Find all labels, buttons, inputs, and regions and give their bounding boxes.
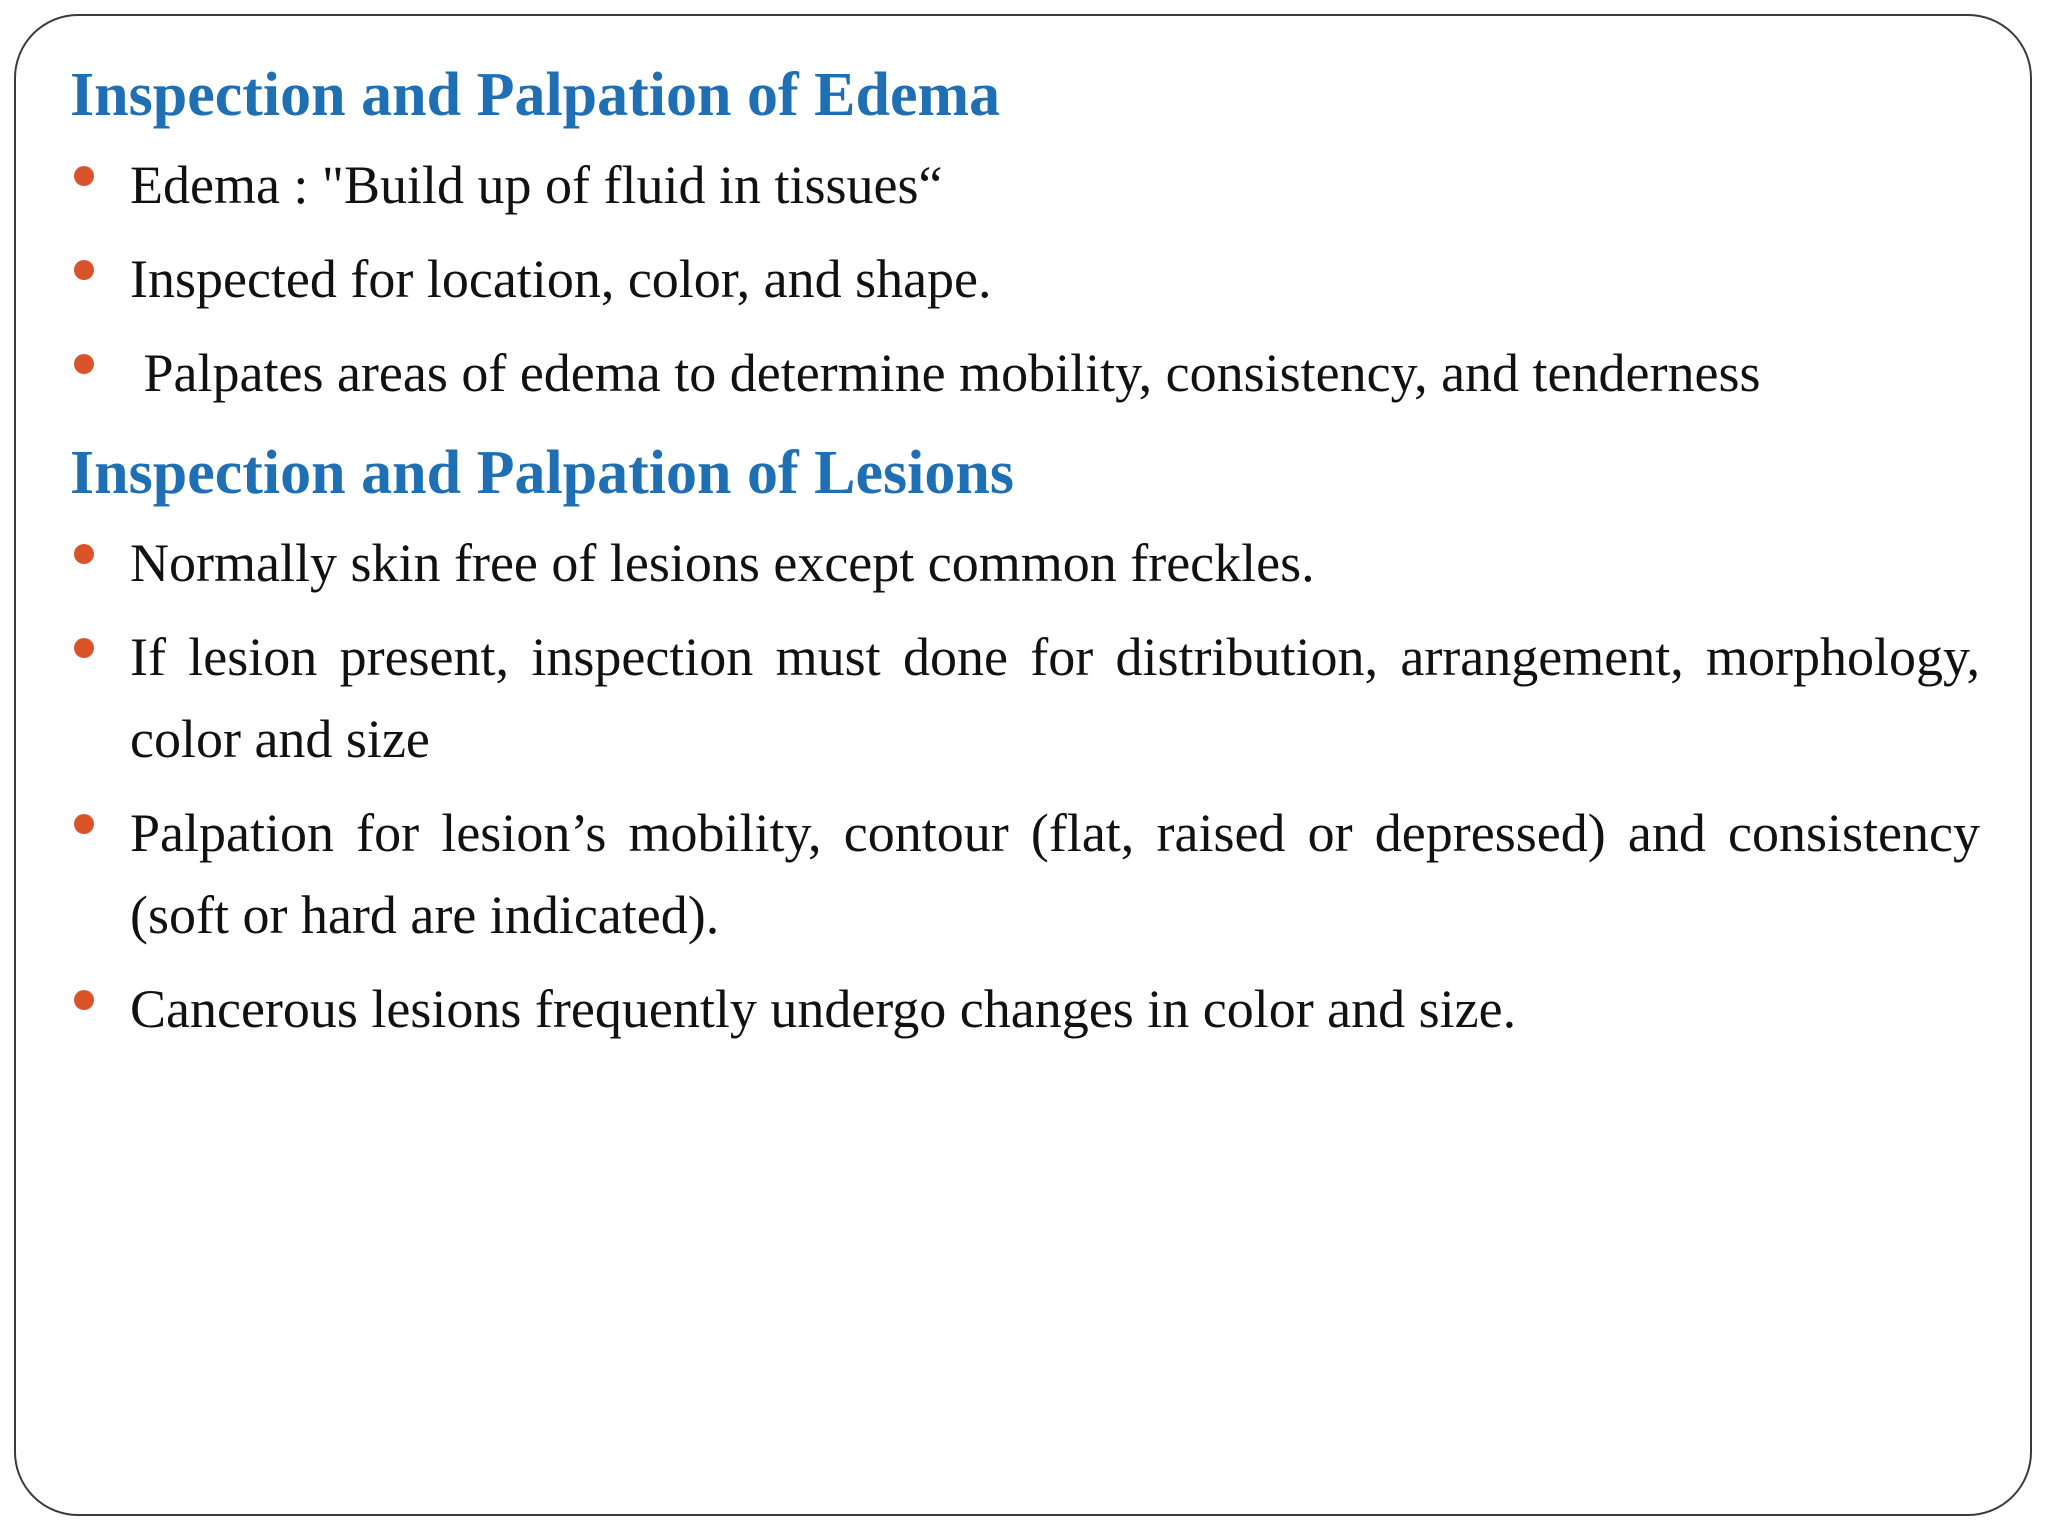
- bullet-text: If lesion present, inspection must done for distribution, arrangement, morphology, color and size: [130, 627, 1980, 769]
- list-item: [70, 968, 1980, 1050]
- list-item: [70, 616, 1980, 780]
- list-item: [70, 238, 1980, 320]
- section-heading-lesions: Inspection and Palpation of Lesions: [70, 439, 1014, 507]
- list-item: [70, 522, 1980, 604]
- bullet-text: Palpation for lesion’s mobility, contour (flat, raised or depressed) and consistency (soft or hard are indicated).: [130, 803, 2007, 945]
- bullet-icon: [74, 260, 94, 280]
- bullet-icon: [74, 354, 94, 374]
- list-item: [70, 792, 2007, 956]
- bullet-list-lesions: [70, 522, 2007, 1050]
- bullet-icon: [74, 166, 94, 186]
- list-item: [70, 332, 1980, 414]
- bullet-icon: [74, 638, 94, 658]
- bullet-icon: [74, 990, 94, 1010]
- section-heading-edema: Inspection and Palpation of Edema: [70, 61, 1001, 129]
- bullet-text: Inspected for location, color, and shape.: [130, 249, 992, 309]
- bullet-icon: [74, 544, 94, 564]
- list-item: [70, 144, 1980, 226]
- bullet-list-edema: [70, 144, 1980, 414]
- bullet-text: Normally skin free of lesions except common freckles.: [130, 533, 1315, 593]
- bullet-text: Cancerous lesions frequently undergo changes in color and size.: [130, 979, 1517, 1039]
- bullet-text: Edema : "Build up of fluid in tissues“: [130, 155, 943, 215]
- slide-content: [70, 54, 2007, 1062]
- bullet-icon: [74, 814, 94, 834]
- bullet-text: Palpates areas of edema to determine mobility, consistency, and tenderness: [130, 343, 1761, 403]
